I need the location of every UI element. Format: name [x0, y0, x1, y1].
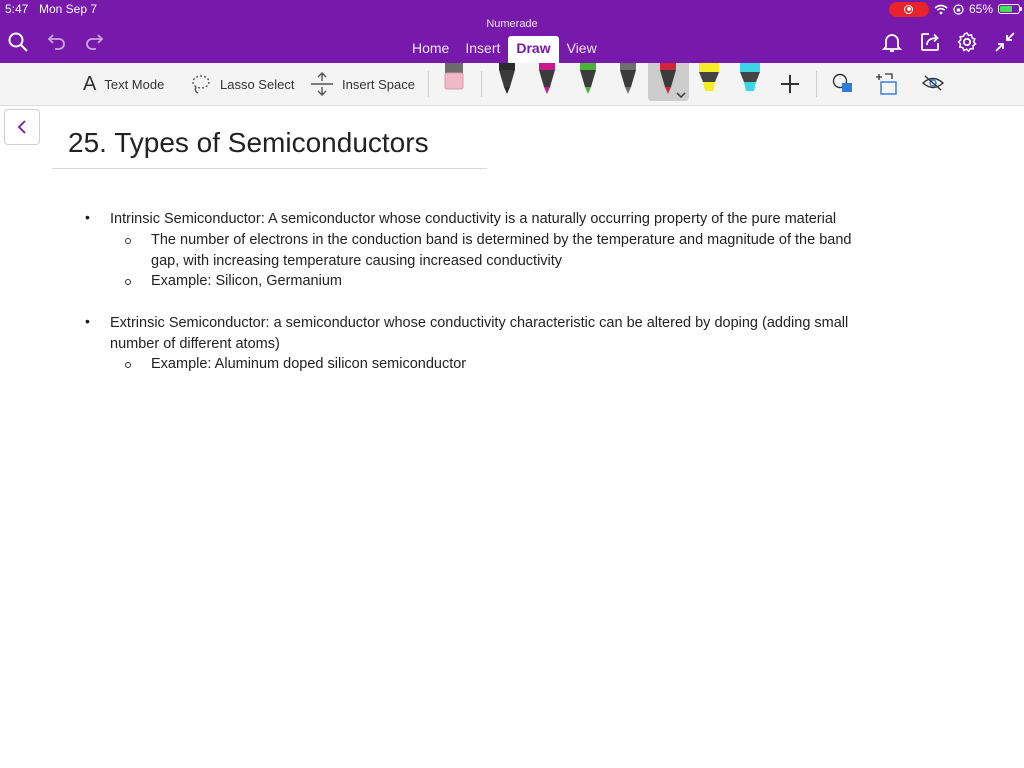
bell-icon[interactable] [880, 30, 904, 54]
draw-toolbar [0, 63, 1024, 106]
sub-bullet-marker [125, 362, 131, 368]
undo-icon[interactable] [45, 30, 69, 54]
toolbar-divider [816, 71, 817, 97]
ink-to-shape-icon[interactable] [874, 71, 900, 97]
bullet-marker: • [85, 209, 90, 225]
shapes-icon[interactable] [831, 72, 855, 96]
eraser-icon[interactable] [439, 63, 469, 95]
back-button[interactable] [4, 109, 40, 145]
app-header [0, 0, 1024, 63]
title-divider [52, 168, 487, 169]
text-mode-button[interactable] [83, 63, 164, 105]
status-right [889, 1, 1020, 17]
view-ink-icon[interactable] [920, 71, 946, 97]
screen-recording-icon[interactable] [889, 2, 929, 17]
battery-percent: 65% [968, 2, 993, 16]
insert-space-button[interactable] [310, 63, 415, 105]
sub-bullet-marker [125, 279, 131, 285]
status-date: Mon Sep 7 [39, 2, 98, 16]
note-line[interactable]: The number of electrons in the conduction band is determined by the temperature and magnitude of the band [151, 232, 852, 248]
redo-icon[interactable] [82, 30, 106, 54]
tab-view[interactable]: View [566, 40, 597, 56]
text-mode-icon: A [83, 72, 97, 95]
search-icon[interactable] [6, 30, 30, 54]
toolbar-divider [481, 71, 482, 97]
app-title: Numerade [486, 18, 538, 30]
tab-insert[interactable]: Insert [465, 40, 501, 56]
pen-gray-icon[interactable] [613, 63, 643, 95]
toolbar-divider [428, 71, 429, 97]
gear-icon[interactable] [955, 30, 979, 54]
note-line[interactable]: Intrinsic Semiconductor: A semiconductor whose conductivity is a naturally occurring property of the pure material [110, 211, 837, 227]
pen-magenta-icon[interactable] [532, 63, 562, 95]
pen-green-icon[interactable] [573, 63, 603, 95]
note-line[interactable]: gap, with increasing temperature causing increased conductivity [151, 253, 563, 269]
sub-bullet-marker [125, 238, 131, 244]
wifi-icon [934, 4, 948, 15]
battery-icon [998, 4, 1020, 14]
page-title[interactable]: 25. Types of Semiconductors [68, 127, 429, 158]
chevron-left-icon [16, 119, 28, 135]
status-time: 5:47 [5, 2, 29, 16]
collapse-icon[interactable] [993, 30, 1017, 54]
lasso-select-button[interactable] [190, 63, 294, 105]
highlighter-cyan-icon[interactable] [735, 63, 765, 95]
bullet-marker: • [85, 313, 90, 329]
lasso-icon [190, 73, 212, 95]
pen-black-icon[interactable] [492, 63, 522, 95]
note-line[interactable]: number of different atoms) [110, 336, 280, 352]
note-line[interactable]: Example: Silicon, Germanium [151, 273, 342, 289]
lasso-select-label: Lasso Select [220, 76, 295, 92]
chevron-down-icon[interactable] [676, 92, 686, 99]
orientation-lock-icon [953, 4, 964, 15]
insert-space-label: Insert Space [342, 76, 415, 92]
pen-red-icon[interactable] [653, 63, 683, 95]
insert-space-icon [310, 71, 334, 97]
add-pen-icon[interactable] [779, 73, 801, 95]
highlighter-yellow-icon[interactable] [694, 63, 724, 95]
tab-home[interactable]: Home [412, 40, 450, 56]
note-line[interactable]: Example: Aluminum doped silicon semiconductor [151, 356, 467, 372]
ribbon-tabs [404, 36, 605, 63]
text-mode-label: Text Mode [104, 76, 165, 92]
tab-draw[interactable]: Draw [508, 36, 558, 63]
share-icon[interactable] [918, 30, 942, 54]
note-line[interactable]: Extrinsic Semiconductor: a semiconductor whose conductivity characteristic can be altered by doping (adding small [110, 315, 849, 331]
